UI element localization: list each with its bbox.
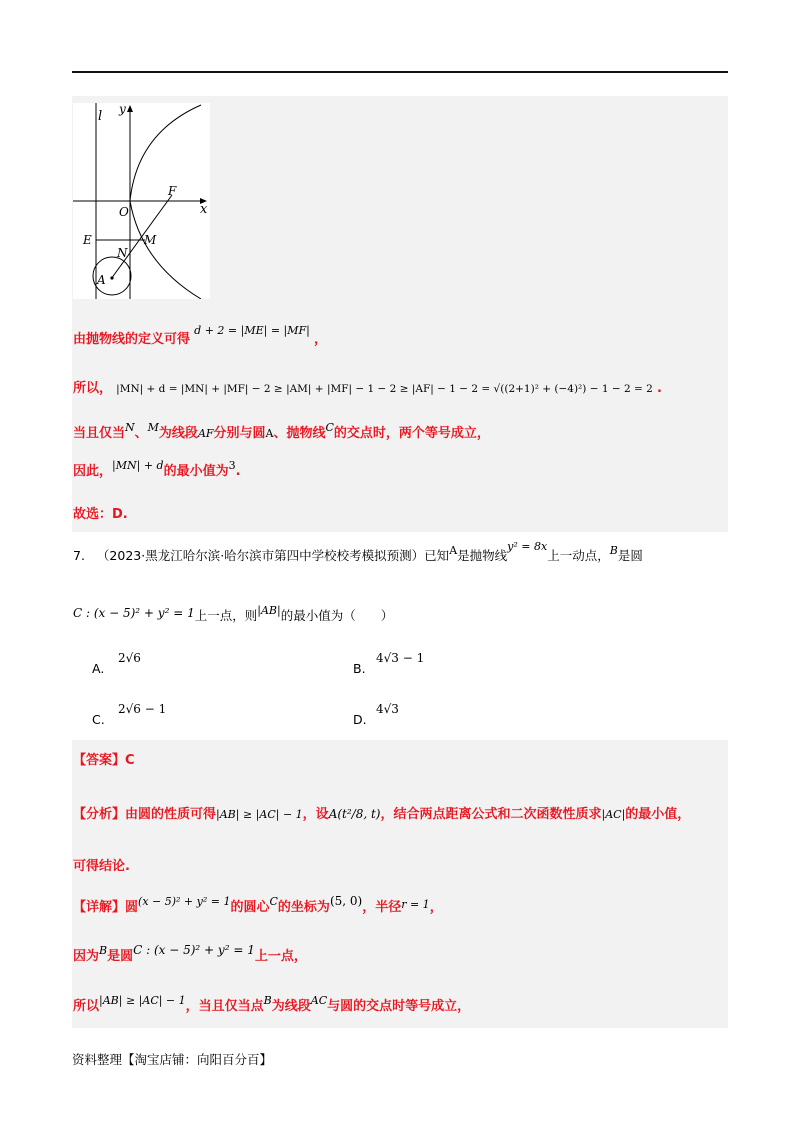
label-O: O bbox=[119, 205, 129, 219]
option-b-value: 4√3 − 1 bbox=[376, 651, 425, 665]
label-l: l bbox=[98, 109, 103, 124]
solution-line-3: 当且仅当$^N$、$^M$为线段AF分别与圆A、抛物线$^C$的交点时，两个等号成立， bbox=[73, 421, 490, 441]
option-d-value: 4√3 bbox=[376, 702, 399, 716]
option-a-value: 2√6 bbox=[118, 651, 141, 665]
option-a[interactable]: A. bbox=[92, 661, 105, 676]
label-A: A bbox=[97, 273, 106, 287]
option-d[interactable]: D. bbox=[353, 712, 367, 727]
label-N: N bbox=[117, 246, 128, 260]
label-x: x bbox=[200, 202, 208, 217]
analysis-line: 【分析】由圆的性质可得|AB| ≥ |AC| − 1，设A(t²/8, t)，结合两点距离公式和二次函数性质求|AC|的最小值， bbox=[73, 807, 691, 822]
option-c-value: 2√6 − 1 bbox=[118, 702, 167, 716]
solution-line-2: 所以， |MN| + d = |MN| + |MF| − 2 ≥ |AM| + |MF| − 1 − 2 ≥ |AF| − 1 − 2 = √((2+1)² + (−4)²) − 1 − 2 = 2 . bbox=[73, 381, 662, 396]
label-F: F bbox=[168, 184, 177, 198]
label-M: M bbox=[144, 233, 157, 247]
detail-line: 【详解】圆$^{(x - 5)^2 + y^2 = 1}$的圆心$^C$的坐标为(5, 0)，半径$^{r = 1}$， bbox=[73, 894, 443, 915]
answer-shade bbox=[72, 740, 728, 1028]
option-b[interactable]: B. bbox=[353, 661, 366, 676]
header-rule bbox=[72, 71, 728, 73]
figure-svg bbox=[73, 103, 210, 299]
analysis-conclusion: 可得结论. bbox=[73, 859, 130, 874]
parabola-figure bbox=[73, 103, 210, 299]
solution-choice: 故选：D. bbox=[73, 507, 128, 522]
solution-line-1: 由抛物线的定义可得 $^{d + 2 = |ME| = |MF|}$ ， bbox=[73, 324, 327, 347]
label-y: y bbox=[119, 103, 126, 116]
because-line: 因为$^B$是圆C : (x − 5)² + y² = 1上一点， bbox=[73, 943, 307, 964]
so-line: 所以$^{|AB| \ge |AC| - 1}$，当且仅当点$^B$为线段$^{AC}$与圆的交点时等号成立， bbox=[73, 994, 471, 1014]
question-7-line-1: 7. （2023·黑龙江哈尔滨·哈尔滨市第四中学校校考模拟预测）已知A是抛物线y² = 8x上一动点，B是圆 bbox=[73, 540, 643, 563]
answer-line: 【答案】C bbox=[73, 753, 135, 768]
footer-text: 资料整理【淘宝店铺：向阳百分百】 bbox=[72, 1052, 273, 1067]
question-7-line-2: C : (x − 5)² + y² = 1上一点，则|AB|的最小值为（ ） bbox=[73, 604, 394, 623]
label-E: E bbox=[83, 233, 92, 247]
solution-line-4: 因此，$^{|MN| + d}$的最小值为$^3$. bbox=[73, 459, 241, 479]
option-c[interactable]: C. bbox=[92, 712, 105, 727]
